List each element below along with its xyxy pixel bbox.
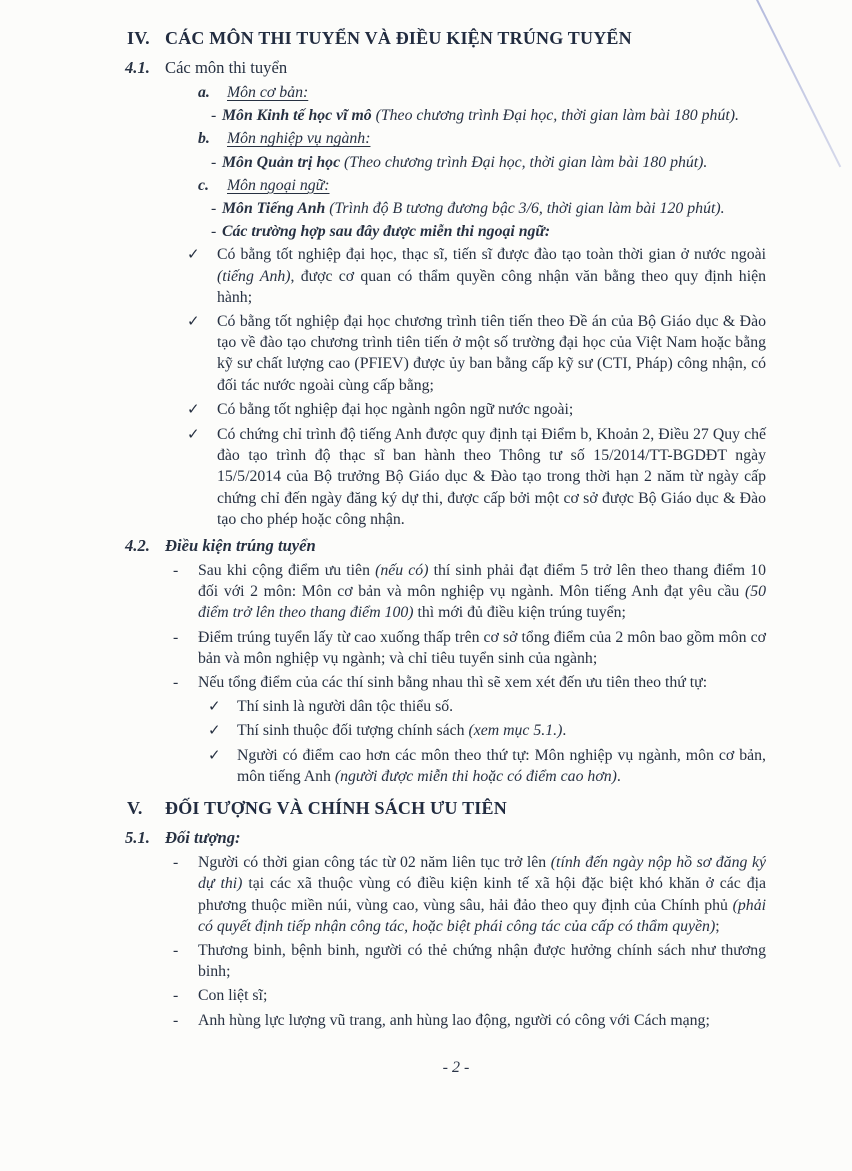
item-letter: b.: [198, 130, 210, 148]
subject-detail-item: [0, 221, 852, 242]
text-run: CÁC MÔN THI TUYỂN VÀ ĐIỀU KIỆN TRÚNG TUYỂN: [165, 28, 632, 48]
paragraph-text: [198, 627, 766, 669]
paragraph-text: [165, 827, 766, 849]
text-run: (xem mục 5.1.): [468, 722, 563, 740]
dash-marker: -: [211, 107, 217, 125]
check-icon: ✓: [208, 699, 221, 716]
exemption-list-item: [0, 399, 852, 421]
paragraph-text: [217, 244, 766, 308]
section-heading: [0, 796, 852, 821]
check-icon: ✓: [187, 247, 200, 264]
subject-list-item: [0, 175, 852, 196]
paragraph-text: [227, 128, 766, 149]
condition-list-item: [0, 940, 852, 982]
section-number: IV.: [127, 28, 150, 48]
check-icon: ✓: [187, 427, 200, 444]
dash-marker: -: [173, 1011, 179, 1029]
priority-list-item: [0, 696, 852, 718]
text-run: Môn nghiệp vụ ngành:: [227, 130, 371, 148]
paragraph-text: [222, 221, 766, 242]
subsection-heading: [0, 827, 852, 849]
subsection-number: 4.1.: [125, 58, 150, 77]
text-run: Môn Kinh tế học vĩ mô: [222, 107, 376, 125]
dash-marker: -: [173, 987, 179, 1005]
text-run: Người có điểm cao hơn các môn theo thứ tự: Môn nghiệp vụ ngành, môn cơ bản, môn tiếng Anh: [237, 746, 766, 785]
subject-detail-item: [0, 152, 852, 173]
section-heading: [0, 26, 852, 51]
text-run: Người có thời gian công tác từ 02 năm liên tục trở lên: [198, 854, 551, 872]
text-run: .: [616, 767, 621, 785]
paragraph-text: [222, 152, 766, 173]
text-run: Có bằng tốt nghiệp đại học ngành ngôn ngữ nước ngoài;: [217, 400, 574, 418]
dash-marker: -: [173, 854, 179, 872]
paragraph-text: [227, 175, 766, 196]
check-icon: ✓: [187, 314, 200, 331]
text-run: (Theo chương trình Đại học, thời gian làm bài 180 phút).: [375, 107, 739, 125]
dash-marker: -: [211, 223, 217, 241]
paragraph-text: [227, 82, 766, 103]
item-letter: c.: [198, 176, 209, 194]
text-run: (người được miễn thi hoặc có điểm cao hơn): [334, 767, 617, 785]
text-run: (Theo chương trình Đại học, thời gian làm bài 180 phút).: [344, 153, 708, 171]
paragraph-text: [198, 1010, 766, 1031]
text-run: Điểm trúng tuyển lấy từ cao xuống thấp trên cơ sở tổng điểm của 2 môn bao gồm môn cơ bản và môn nghiệp vụ ngành; và chỉ tiêu tuyển sinh của ngành;: [198, 628, 766, 667]
item-letter: a.: [198, 84, 210, 101]
subsection-heading: [0, 57, 852, 79]
condition-list-item: [0, 672, 852, 693]
paragraph-text: [222, 105, 766, 126]
text-run: (50 điểm trở lên theo thang điểm 100): [198, 583, 766, 622]
paragraph-text: [237, 696, 766, 717]
text-run: , được cơ quan có thẩm quyền công nhận văn bằng theo quy định hiện hành;: [217, 267, 766, 306]
text-run: Sau khi cộng điểm ưu tiên: [198, 562, 376, 580]
priority-list-item: [0, 745, 852, 787]
page-number: - 2 -: [442, 1059, 470, 1076]
text-run: Môn Tiếng Anh: [222, 200, 330, 218]
text-run: (tính đến ngày nộp hồ sơ đăng ký dự thi): [198, 854, 766, 893]
text-run: (tiếng Anh): [217, 267, 291, 285]
dash-marker: -: [211, 200, 217, 218]
check-icon: ✓: [208, 723, 221, 740]
text-run: Các trường hợp sau đây được miễn thi ngoại ngữ:: [222, 223, 551, 241]
paragraph-text: [198, 985, 766, 1006]
text-run: ;: [715, 917, 720, 935]
text-run: (nếu có): [375, 562, 429, 580]
dash-marker: -: [173, 941, 179, 959]
subject-detail-item: [0, 105, 852, 126]
paragraph-text: [237, 745, 766, 787]
document-body: [0, 26, 852, 1034]
paragraph-text: [165, 26, 766, 51]
subsection-heading: [0, 535, 852, 557]
dash-marker: -: [211, 153, 217, 171]
text-run: Điều kiện trúng tuyển: [165, 536, 316, 556]
check-icon: ✓: [187, 401, 200, 418]
paragraph-text: [165, 57, 766, 79]
text-run: Anh hùng lực lượng vũ trang, anh hùng lao động, người có công với Cách mạng;: [198, 1011, 710, 1029]
text-run: ĐỐI TƯỢNG VÀ CHÍNH SÁCH ƯU TIÊN: [165, 798, 507, 819]
text-run: tại các xã thuộc vùng có điều kiện kinh tế xã hội đặc biệt khó khăn ở các địa phương thuộc miền núi, vùng cao, vùng sâu, hải đảo theo quy định của Chính phủ: [198, 875, 766, 914]
paragraph-text: [217, 311, 766, 396]
paragraph-text: [198, 852, 766, 937]
exemption-list-item: [0, 424, 852, 530]
condition-list-item: [0, 627, 852, 669]
text-run: Các môn thi tuyển: [165, 58, 288, 77]
text-run: Thí sinh thuộc đối tượng chính sách: [237, 722, 469, 740]
text-run: Thương binh, bệnh binh, người có thẻ chứng nhận được hưởng chính sách như thương binh;: [198, 941, 766, 981]
paragraph-text: [222, 198, 766, 219]
text-run: (Trình độ B tương đương bậc 3/6, thời gian làm bài 120 phút).: [329, 200, 725, 218]
text-run: Con liệt sĩ;: [198, 987, 268, 1005]
text-run: .: [562, 722, 567, 740]
paragraph-text: [165, 796, 766, 821]
condition-list-item: [0, 560, 852, 624]
text-run: thí sinh phải đạt điểm 5 trở lên theo thang điểm 10 đối với 2 môn: Môn cơ bản và môn nghiệp vụ ngành. Môn tiếng Anh đạt yêu cầu: [198, 562, 766, 601]
text-run: Có chứng chỉ trình độ tiếng Anh được quy định tại Điểm b, Khoản 2, Điều 27 Quy chế đào tạo trình độ thạc sĩ ban hành theo Thông tư số 15/2014/TT-BGDĐT ngày 15/5/2014 của Bộ trưởng Bộ Giáo dục & Đào tạo trong thời hạn 2 năm từ ngày cấp chứng chỉ đến ngày đăng ký dự thi, được cấp bởi một cơ sở được Bộ Giáo dục & Đào tạo cho phép hoặc công nhận.: [217, 426, 766, 528]
condition-list-item: [0, 1010, 852, 1031]
paragraph-text: [217, 424, 766, 530]
paragraph-text: [198, 940, 766, 982]
subject-list-item: [0, 82, 852, 103]
subject-detail-item: [0, 198, 852, 219]
priority-list-item: [0, 720, 852, 742]
paragraph-text: [198, 560, 766, 624]
exemption-list-item: [0, 244, 852, 308]
text-run: Có bằng tốt nghiệp đại học chương trình tiên tiến theo Đề án của Bộ Giáo dục & Đào tạo về đào tạo chương trình tiên tiến ở một số trường đại học của Việt Nam hoặc bằng kỹ sư chất lượng cao (PFIEV) được ủy ban bằng cấp kỹ sư (CTI, Pháp) công nhận, có đối tác nước ngoài cùng cấp bằng;: [217, 313, 766, 394]
subject-list-item: [0, 128, 852, 149]
text-run: Môn cơ bản:: [227, 84, 309, 101]
dash-marker: -: [173, 628, 179, 646]
dash-marker: -: [173, 562, 179, 580]
text-run: Môn Quản trị học: [222, 153, 345, 171]
condition-list-item: [0, 852, 852, 937]
text-run: Môn ngoại ngữ:: [227, 176, 330, 194]
paragraph-text: [165, 535, 766, 557]
paragraph-text: [217, 399, 766, 420]
subsection-number: 4.2.: [125, 536, 150, 556]
subsection-number: 5.1.: [125, 828, 150, 848]
section-number: V.: [127, 798, 143, 819]
dash-marker: -: [173, 674, 179, 692]
check-icon: ✓: [208, 747, 221, 764]
text-run: thì mới đủ điều kiện trúng tuyển;: [413, 604, 626, 622]
text-run: Thí sinh là người dân tộc thiểu số.: [237, 698, 454, 716]
exemption-list-item: [0, 311, 852, 396]
text-run: Đối tượng:: [165, 828, 241, 848]
paragraph-text: [198, 672, 766, 693]
text-run: Có bằng tốt nghiệp đại học, thạc sĩ, tiến sĩ được đào tạo toàn thời gian ở nước ngoài: [217, 246, 766, 264]
text-run: Nếu tổng điểm của các thí sinh bằng nhau thì sẽ xem xét đến ưu tiên theo thứ tự:: [198, 674, 708, 692]
paragraph-text: [237, 720, 766, 741]
text-run: (phải có quyết định tiếp nhận công tác, hoặc biệt phái công tác của cấp có thẩm quyền): [198, 896, 766, 935]
condition-list-item: [0, 985, 852, 1006]
